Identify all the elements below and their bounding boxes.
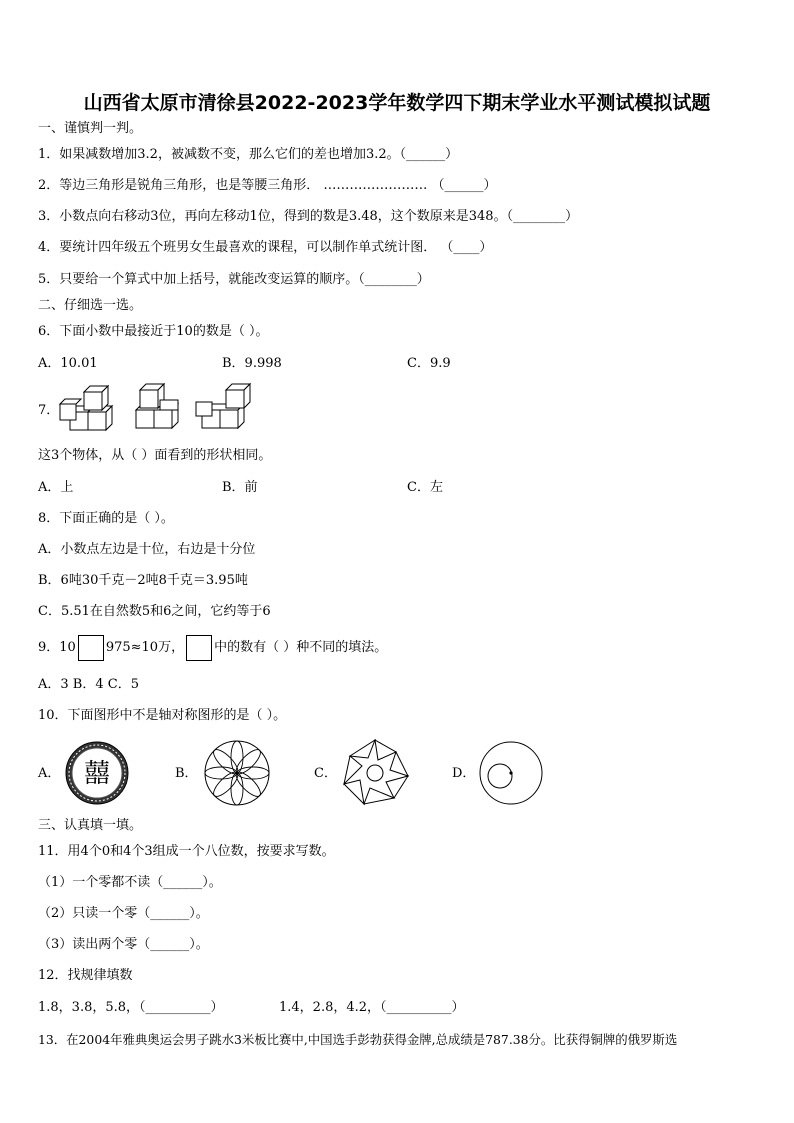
section-heading-3: 三、认真填一填。 [38,818,143,833]
q6-option-c: C．9.9 [407,356,451,371]
question-3: 3．小数点向右移动3位，再向左移动1位，得到的数是3.48，这个数原来是348。（________） [38,209,579,224]
q9-blank-box-2 [186,635,212,661]
question-4: 4．要统计四年级五个班男女生最喜欢的课程，可以制作单式统计图． （____） [38,240,493,255]
section-heading-1: 一、谨慎判一判。 [38,121,143,136]
q9-mid: 975≈10万， [105,640,185,655]
q9-suffix: 中的数有（ ）种不同的填法。 [214,640,388,655]
q12-sequence-right: 1.4，2.8，4.2，（__________） [279,1000,465,1015]
q8-option-c: C．5.51在自然数5和6之间，它约等于6 [38,604,271,619]
cube-figure-3 [196,384,250,428]
pinwheel-hexagon-figure [338,738,412,808]
q8-option-a: A．小数点左边是十位，右边是十分位 [38,542,256,557]
q7-option-c: C．左 [407,480,443,495]
q11-part-2: （2）只读一个零（______）。 [38,906,209,921]
q7-option-b: B．前 [222,480,258,495]
question-1: 1．如果减数增加3.2，被减数不变，那么它们的差也增加3.2。（______） [38,147,459,162]
q12-sequence-left: 1.8，3.8，5.8，（__________） [38,1000,224,1015]
q6-option-b: B．9.998 [222,356,282,371]
q10-option-b: B． [175,766,198,781]
question-7-number: 7． [38,403,60,418]
question-10-stem: 10．下面图形中不是轴对称图形的是（ ）。 [38,708,287,723]
question-9 [38,634,387,662]
cube-figures [56,382,256,436]
question-8-stem: 8．下面正确的是（ ）。 [38,511,174,526]
q7-option-a: A．上 [38,480,74,495]
q10-option-a: A． [38,766,61,781]
circle-with-inner-circle-figure [478,740,544,806]
q8-option-b: B．6吨30千克－2吨8千克＝3.95吨 [38,573,248,588]
question-11-stem: 11．用4个0和4个3组成一个八位数，按要求写数。 [38,844,335,859]
q11-part-3: （3）读出两个零（______）。 [38,937,209,952]
q9-blank-box-1 [78,635,104,661]
page-title: 山西省太原市清徐县2022-2023学年数学四下期末学业水平测试模拟试题 [83,92,711,114]
q10-option-c: C． [314,766,337,781]
section-heading-2: 二、仔细选一选。 [38,298,143,313]
cube-figure-2 [136,384,178,428]
question-6-stem: 6．下面小数中最接近于10的数是（ ）。 [38,324,269,339]
question-5: 5．只要给一个算式中加上括号，就能改变运算的顺序。（________） [38,272,430,287]
q9-options: A．3 B．4 C．5 [38,677,139,692]
double-happiness-glyph: 囍 [83,759,111,789]
flower-circle-figure [203,739,271,807]
q11-part-1: （1）一个零都不读（______）。 [38,875,222,890]
question-2: 2．等边三角形是锐角三角形，也是等腰三角形． …………………… （______） [38,178,497,193]
q6-option-a: A．10.01 [38,356,98,371]
question-7-stem: 这3个物体，从（ ）面看到的形状相同。 [38,448,272,463]
q9-prefix: 9．10 [38,640,76,655]
cube-figure-1 [60,386,112,430]
double-happiness-emblem [64,740,130,806]
question-13: 13．在2004年雅典奥运会男子跳水3米板比赛中,中国选手彭勃获得金牌,总成绩是787.38分。比获得铜牌的俄罗斯选 [38,1032,678,1047]
q10-option-d: D． [452,766,476,781]
question-12-stem: 12．找规律填数 [38,968,133,983]
